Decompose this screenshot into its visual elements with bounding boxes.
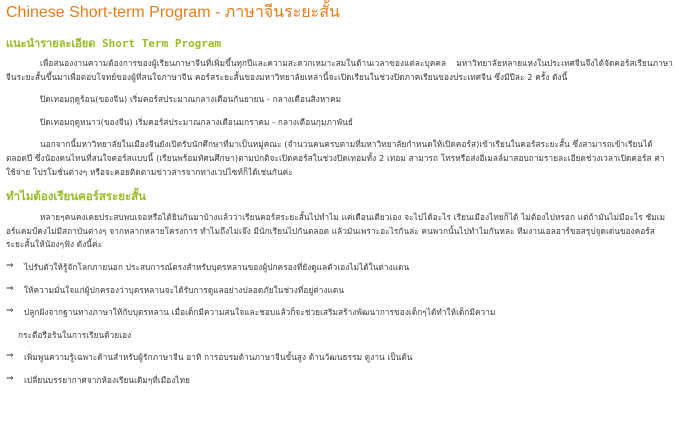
arrow-right-icon: ⇒ <box>6 306 14 317</box>
arrow-right-icon: ⇒ <box>6 351 14 362</box>
list-item-text: เพิ่มพูนความรู้เฉพาะด้านสำหรับผู้รักภาษาจีน อาทิ การอบรมด้านภาษาจีนขั้นสูง ด้านวัฒนธรรม ดูงาน เป็นต้น <box>24 352 413 363</box>
list-item <box>6 261 673 275</box>
section-heading-intro: แนะนำรายละเอียด Short Term Program <box>6 37 222 50</box>
list-item-text: ไปรับตัวให้รู้จักโลกภายนอก ประสบการณ์ตรงสำหรับบุตรหลานของผู้ปกครองที่ยังดูแลตัวเองไม่ได้ในต่างแดน <box>24 261 410 272</box>
list-item <box>6 284 673 298</box>
list-item <box>6 374 673 388</box>
why-paragraph: หลายๆคนคงเคยประสบพบเจอหรือได้ยินกันมาบ้างแล้วว่าเรียนคอร์สระยะสั้นไปทำไม แค่เดือนเดียวเอง จะไปได้อะไร เรียนเมืองไทยก็ได้ ไม่ต้องไปหรอก แต่ถ้ามันไม่มีอะไร ชัมเมอร์แคมป์คงไม่มีสถาบันต่างๆ จากหลากหลายโครงการ ทำไมถึงไม่เจ๊ง มีนักเรียนไปกันตลอด แล้วมันเพราะอะไรกันล่ะ คนพวกนั้นไปทำไมกันหละ ทีมงานเอลอาร์ขอสรุปจุดเด่นของคอร์สระยะสั้นให้น้องๆฟัง ดังนี้ค่ะ <box>6 212 666 250</box>
term-winter: ปิดเทอมฤดูหนาว(ของจีน) เริ่มคอร์สประมาณกลางเดือนมกราคม - กลางเดือนกุมภาพันธ์ <box>40 116 353 127</box>
arrow-right-icon: ⇒ <box>6 373 14 384</box>
arrow-right-icon: ⇒ <box>6 283 14 294</box>
list-item-text: ให้ความมั่นใจแก่ผู้ปกครองว่าบุตรหลานจะได้รับการดูแลอย่างปลอดภัยในช่วงที่อยู่ต่างแดน <box>24 284 345 295</box>
list-item <box>6 351 673 365</box>
list-item-continuation: กระตือรือร้นในการเรียนด้วยเอง <box>18 329 132 340</box>
extra-paragraph: นอกจากนี้มหาวิทยาลัยในเมืองจีนยังเปิดรับนักศึกษาที่มาเป็นหมู่คณะ (จำนวนคนครบตามที่มหาวิทยาลัยกำหนดให้เปิดคอร์ส)เข้าเรียนในคอร์สระยะสั้น ซึ่งสามารถเข้าเรียนได้ตลอดปี ซึ่งน้องคนไหนที่สนใจคอร์สแบบนี้ (เรียนพร้อมทัศนศึกษา)ตามปกติจะเปิดคอร์สในช่วงปิดเทอมทั้ง 2 เทอม สามารถ โทรหรือส่งอีเมลล์มาสอบถามรายละเอียดช่วงเวลาเปิดคอร์ส ค่าใช้จ่าย โปรโมชั่นต่างๆ หรือจะคอยติดตามข่าวสารจากทางเวปไซท์ก็ได้เช่นกันค่ะ <box>6 139 665 177</box>
term-summer: ปิดเทอมฤดูร้อน(ของจีน) เริ่มคอร์สประมาณกลางเดือนกันยายน - กลางเดือนสิงหาคม <box>40 94 342 105</box>
page-title: Chinese Short-term Program - ภาษาจีนระยะสั้น <box>6 4 340 21</box>
intro-paragraph: เพื่อสนองงานความต้องการของผู้เรียนภาษาจีนที่เพิ่มขึ้นทุกปีและความสะดวกเหมาะสมในด้านเวลาของแต่ละบุคคล มหาวิทยาลัยหลายแห่งในประเทศจีนจึงได้จัดคอร์สเรียนภาษาจีนระยะสั้นขึ้นมาเพื่อตอบโจทย์ของผู้ที่สนใจภาษาจีน คอร์สระยะสั้นของมหาวิทยาลัยเหล่านี้จะเปิดเรียนในช่วงปิดภาคเรียนของประเทศจีน ซึ่งมีปีละ 2 ครั้ง ดังนี้ <box>6 58 673 82</box>
section-heading-why: ทำไมต้องเรียนคอร์สระยะสั้น <box>6 189 147 204</box>
list-item-text: ปลูกฝังจากฐานทางภาษาให้กับบุตรหลาน เมื่อเด็กมีความสนใจและชอบแล้วก็จะช่วยเสริมสร้างพัฒนาการของเด็กๆได้ทำให้เด็กมีความ <box>24 307 496 318</box>
arrow-right-icon: ⇒ <box>6 260 14 271</box>
list-item <box>6 306 673 320</box>
list-item-text: เปลี่ยนบรรยากาศจากห้องเรียนเดิมๆที่เมืองไทย <box>24 374 191 385</box>
